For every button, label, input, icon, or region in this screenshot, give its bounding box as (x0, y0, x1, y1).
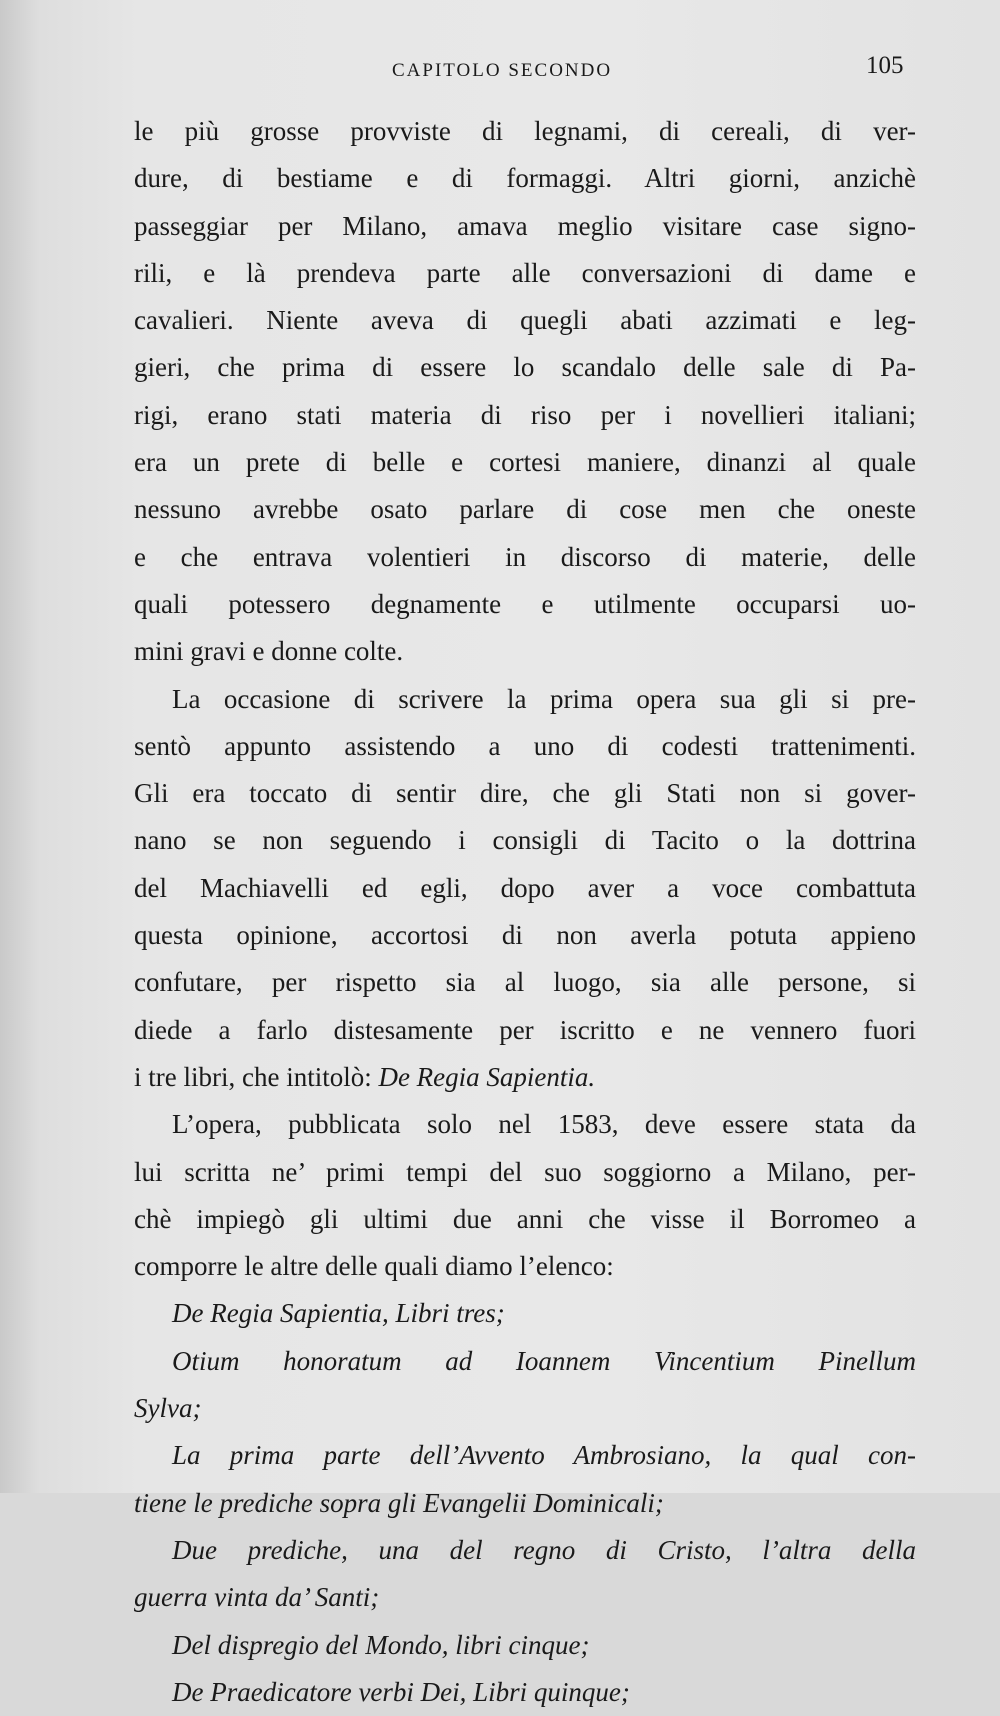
work-title: De Praedicatore verbi Dei, Libri quinque; (172, 1676, 630, 1707)
text-fragment: i tre libri, che intitolò: (134, 1061, 379, 1092)
text-line: diede a farlo distesamente per iscritto e ne vennero fuori (134, 1014, 916, 1045)
work-title: guerra vinta da’ Santi; (134, 1582, 380, 1613)
text-line: lui scritta ne’ primi tempi del suo soggiorno a Milano, per- (134, 1156, 916, 1187)
body-text (134, 108, 916, 1716)
text-line: sentò appunto assistendo a uno di codesti trattenimenti. (134, 730, 916, 761)
text-line (134, 1054, 916, 1101)
page-number: 105 (866, 52, 904, 79)
text-line: mini gravi e donne colte. (134, 636, 404, 667)
text-line: gieri, che prima di essere lo scandalo delle sale di Pa- (134, 352, 916, 383)
work-title: Otium honoratum ad Ioannem Vincentium Pinellum (172, 1345, 916, 1376)
text-line: le più grosse provviste di legnami, di cereali, di ver- (134, 116, 916, 146)
text-line: e che entrava volentieri in discorso di materie, delle (134, 541, 916, 572)
text-line: L’opera, pubblicata solo nel 1583, deve essere stata da (172, 1109, 916, 1140)
text-line: comporre le altre delle quali diamo l’elenco: (134, 1251, 614, 1282)
book-title: De Regia Sapientia. (378, 1061, 596, 1092)
text-line: questa opinione, accortosi di non averla potuta appieno (134, 920, 916, 951)
work-title: Due prediche, una del regno di Cristo, l’altra della (172, 1534, 916, 1565)
work-title: Sylva; (134, 1393, 202, 1424)
text-line: Gli era toccato di sentir dire, che gli Stati non si gover- (134, 778, 916, 809)
text-line: chè impiegò gli ultimi due anni che visse il Borromeo a (134, 1203, 916, 1234)
text-line: cavalieri. Niente aveva di quegli abati azzimati e leg- (134, 305, 916, 336)
text-line: rili, e là prendeva parte alle conversazioni di dame e (134, 257, 916, 288)
text-line: nessuno avrebbe osato parlare di cose men che oneste (134, 494, 916, 525)
work-title: Del dispregio del Mondo, libri cinque; (172, 1629, 590, 1660)
text-line: nano se non seguendo i consigli di Tacito o la dottrina (134, 825, 916, 856)
text-line: era un prete di belle e cortesi maniere, dinanzi al quale (134, 447, 916, 478)
text-line: passeggiar per Milano, amava meglio visitare case signo- (134, 210, 916, 241)
text-line: dure, di bestiame e di formaggi. Altri giorni, anzichè (134, 163, 916, 194)
text-line: quali potessero degnamente e utilmente occuparsi uo- (134, 588, 916, 619)
work-title: tiene le prediche sopra gli Evangelii Dominicali; (134, 1487, 664, 1518)
text-line: confutare, per rispetto sia al luogo, sia alle persone, si (134, 967, 916, 998)
page-header (0, 52, 1000, 92)
running-head: CAPITOLO SECONDO (392, 60, 613, 81)
work-title: De Regia Sapientia, Libri tres; (172, 1298, 505, 1329)
text-line: La occasione di scrivere la prima opera sua gli si pre- (172, 683, 916, 714)
text-line: del Machiavelli ed egli, dopo aver a voce combattuta (134, 872, 916, 903)
work-title: La prima parte dell’Avvento Ambrosiano, la qual con- (172, 1440, 916, 1471)
text-line: rigi, erano stati materia di riso per i novellieri italiani; (134, 399, 916, 430)
